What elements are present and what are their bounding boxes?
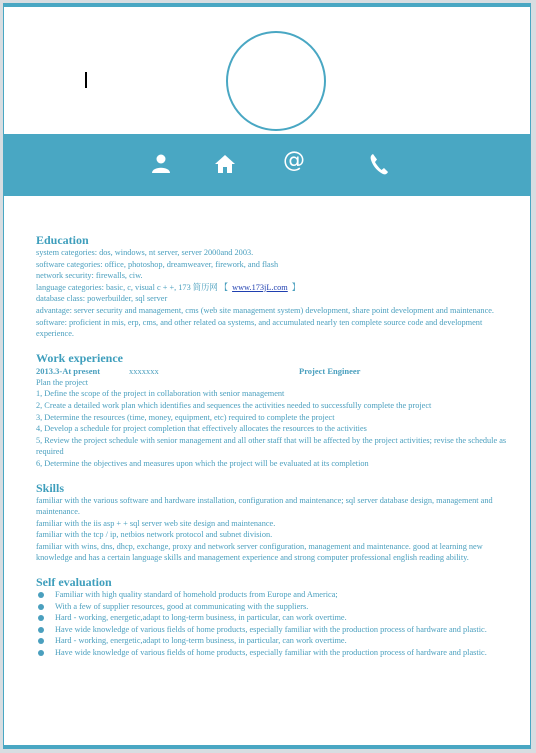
text-cursor bbox=[85, 72, 87, 88]
bottom-accent-strip bbox=[4, 745, 530, 748]
education-line: database class: powerbuilder, sql server bbox=[36, 294, 168, 304]
list-item: Hard - working, energetic,adapt to long-term business, in particular, can work overtime. bbox=[36, 635, 508, 647]
education-line: advantage: server security and management, cms (web site management system) development, share point development and maintenance. software: proficient in mis, erp, cms, and other related oa systems, and accumulated nearly ten complete source code and development experience. bbox=[36, 305, 495, 339]
work-line: 1, Define the scope of the project in collaboration with senior management bbox=[36, 389, 285, 399]
skills-line: familiar with the iis asp + + sql server web site design and maintenance. bbox=[36, 518, 276, 528]
work-line: 2, Create a detailed work plan which identifies and sequences the activities needed to successfully complete the project bbox=[36, 400, 432, 410]
experience-company: xxxxxxx bbox=[129, 365, 159, 376]
work-line: 4, Develop a schedule for project completion that effectively allocates the resources to the activities bbox=[36, 424, 367, 434]
work-line: Plan the project bbox=[36, 377, 89, 387]
home-icon bbox=[213, 152, 237, 176]
experience-role: Project Engineer bbox=[299, 365, 361, 376]
person-icon bbox=[149, 152, 173, 176]
list-item: Familiar with high quality standard of homehold products from Europe and America; bbox=[36, 589, 508, 601]
skills-line: familiar with the tcp / ip, netbios network protocol and subnet division. bbox=[36, 530, 273, 540]
self-evaluation-title: Self evaluation bbox=[36, 575, 112, 590]
experience-header bbox=[36, 365, 508, 377]
education-line: system categories: dos, windows, nt server, server 2000and 2003. bbox=[36, 248, 254, 257]
work-title: Work experience bbox=[36, 350, 123, 365]
photo-placeholder[interactable] bbox=[226, 31, 326, 131]
education-line bbox=[36, 282, 508, 294]
top-accent-strip bbox=[4, 4, 530, 7]
list-item: Have wide knowledge of various fields of home products, especially familiar with the production process of hardware and plastic. bbox=[36, 624, 508, 636]
skills-line: familiar with the various software and hardware installation, configuration and maintenance; sql server database design, management and maintenance. bbox=[36, 495, 493, 517]
work-line: 5, Review the project schedule with senior management and all other staff that will be affected by the project activities; revise the schedule as required bbox=[36, 435, 507, 457]
list-item: Have wide knowledge of various fields of home products, especially familiar with the production process of hardware and plastic. bbox=[36, 647, 508, 659]
skills-title: Skills bbox=[36, 480, 65, 495]
experience-period: 2013.3-At present bbox=[36, 365, 101, 376]
website-link[interactable]: www.173jL.com bbox=[232, 282, 288, 292]
at-icon: @ bbox=[283, 148, 305, 173]
phone-icon bbox=[367, 152, 391, 176]
resume-content bbox=[36, 233, 508, 659]
education-title: Education bbox=[36, 233, 89, 247]
self-evaluation-list bbox=[36, 589, 508, 659]
language-text: language categories: basic, c, visual c + +, 173 简历网 【 bbox=[36, 282, 229, 292]
contact-band bbox=[4, 134, 530, 196]
skills-line: familiar with wins, dns, dhcp, exchange, proxy and network server configuration, management and maintenance. good at learning new knowledge and has a certain language skills and management experience and strong computer professional english reading ability. bbox=[36, 541, 483, 563]
list-item: Hard - working, energetic,adapt to long-term business, in particular, can work overtime. bbox=[36, 612, 508, 624]
work-line: 6, Determine the objectives and measures upon which the project will be evaluated at its completion bbox=[36, 458, 369, 468]
language-suffix: 】 bbox=[291, 282, 301, 292]
education-line: network security: firewalls, ciw. bbox=[36, 271, 143, 281]
education-line: software categories: office, photoshop, dreamweaver, firework, and flash bbox=[36, 259, 279, 269]
work-line: 3, Determine the resources (time, money, equipment, etc) required to complete the project bbox=[36, 412, 335, 422]
list-item: With a few of supplier resources, good at communicating with the suppliers. bbox=[36, 601, 508, 613]
